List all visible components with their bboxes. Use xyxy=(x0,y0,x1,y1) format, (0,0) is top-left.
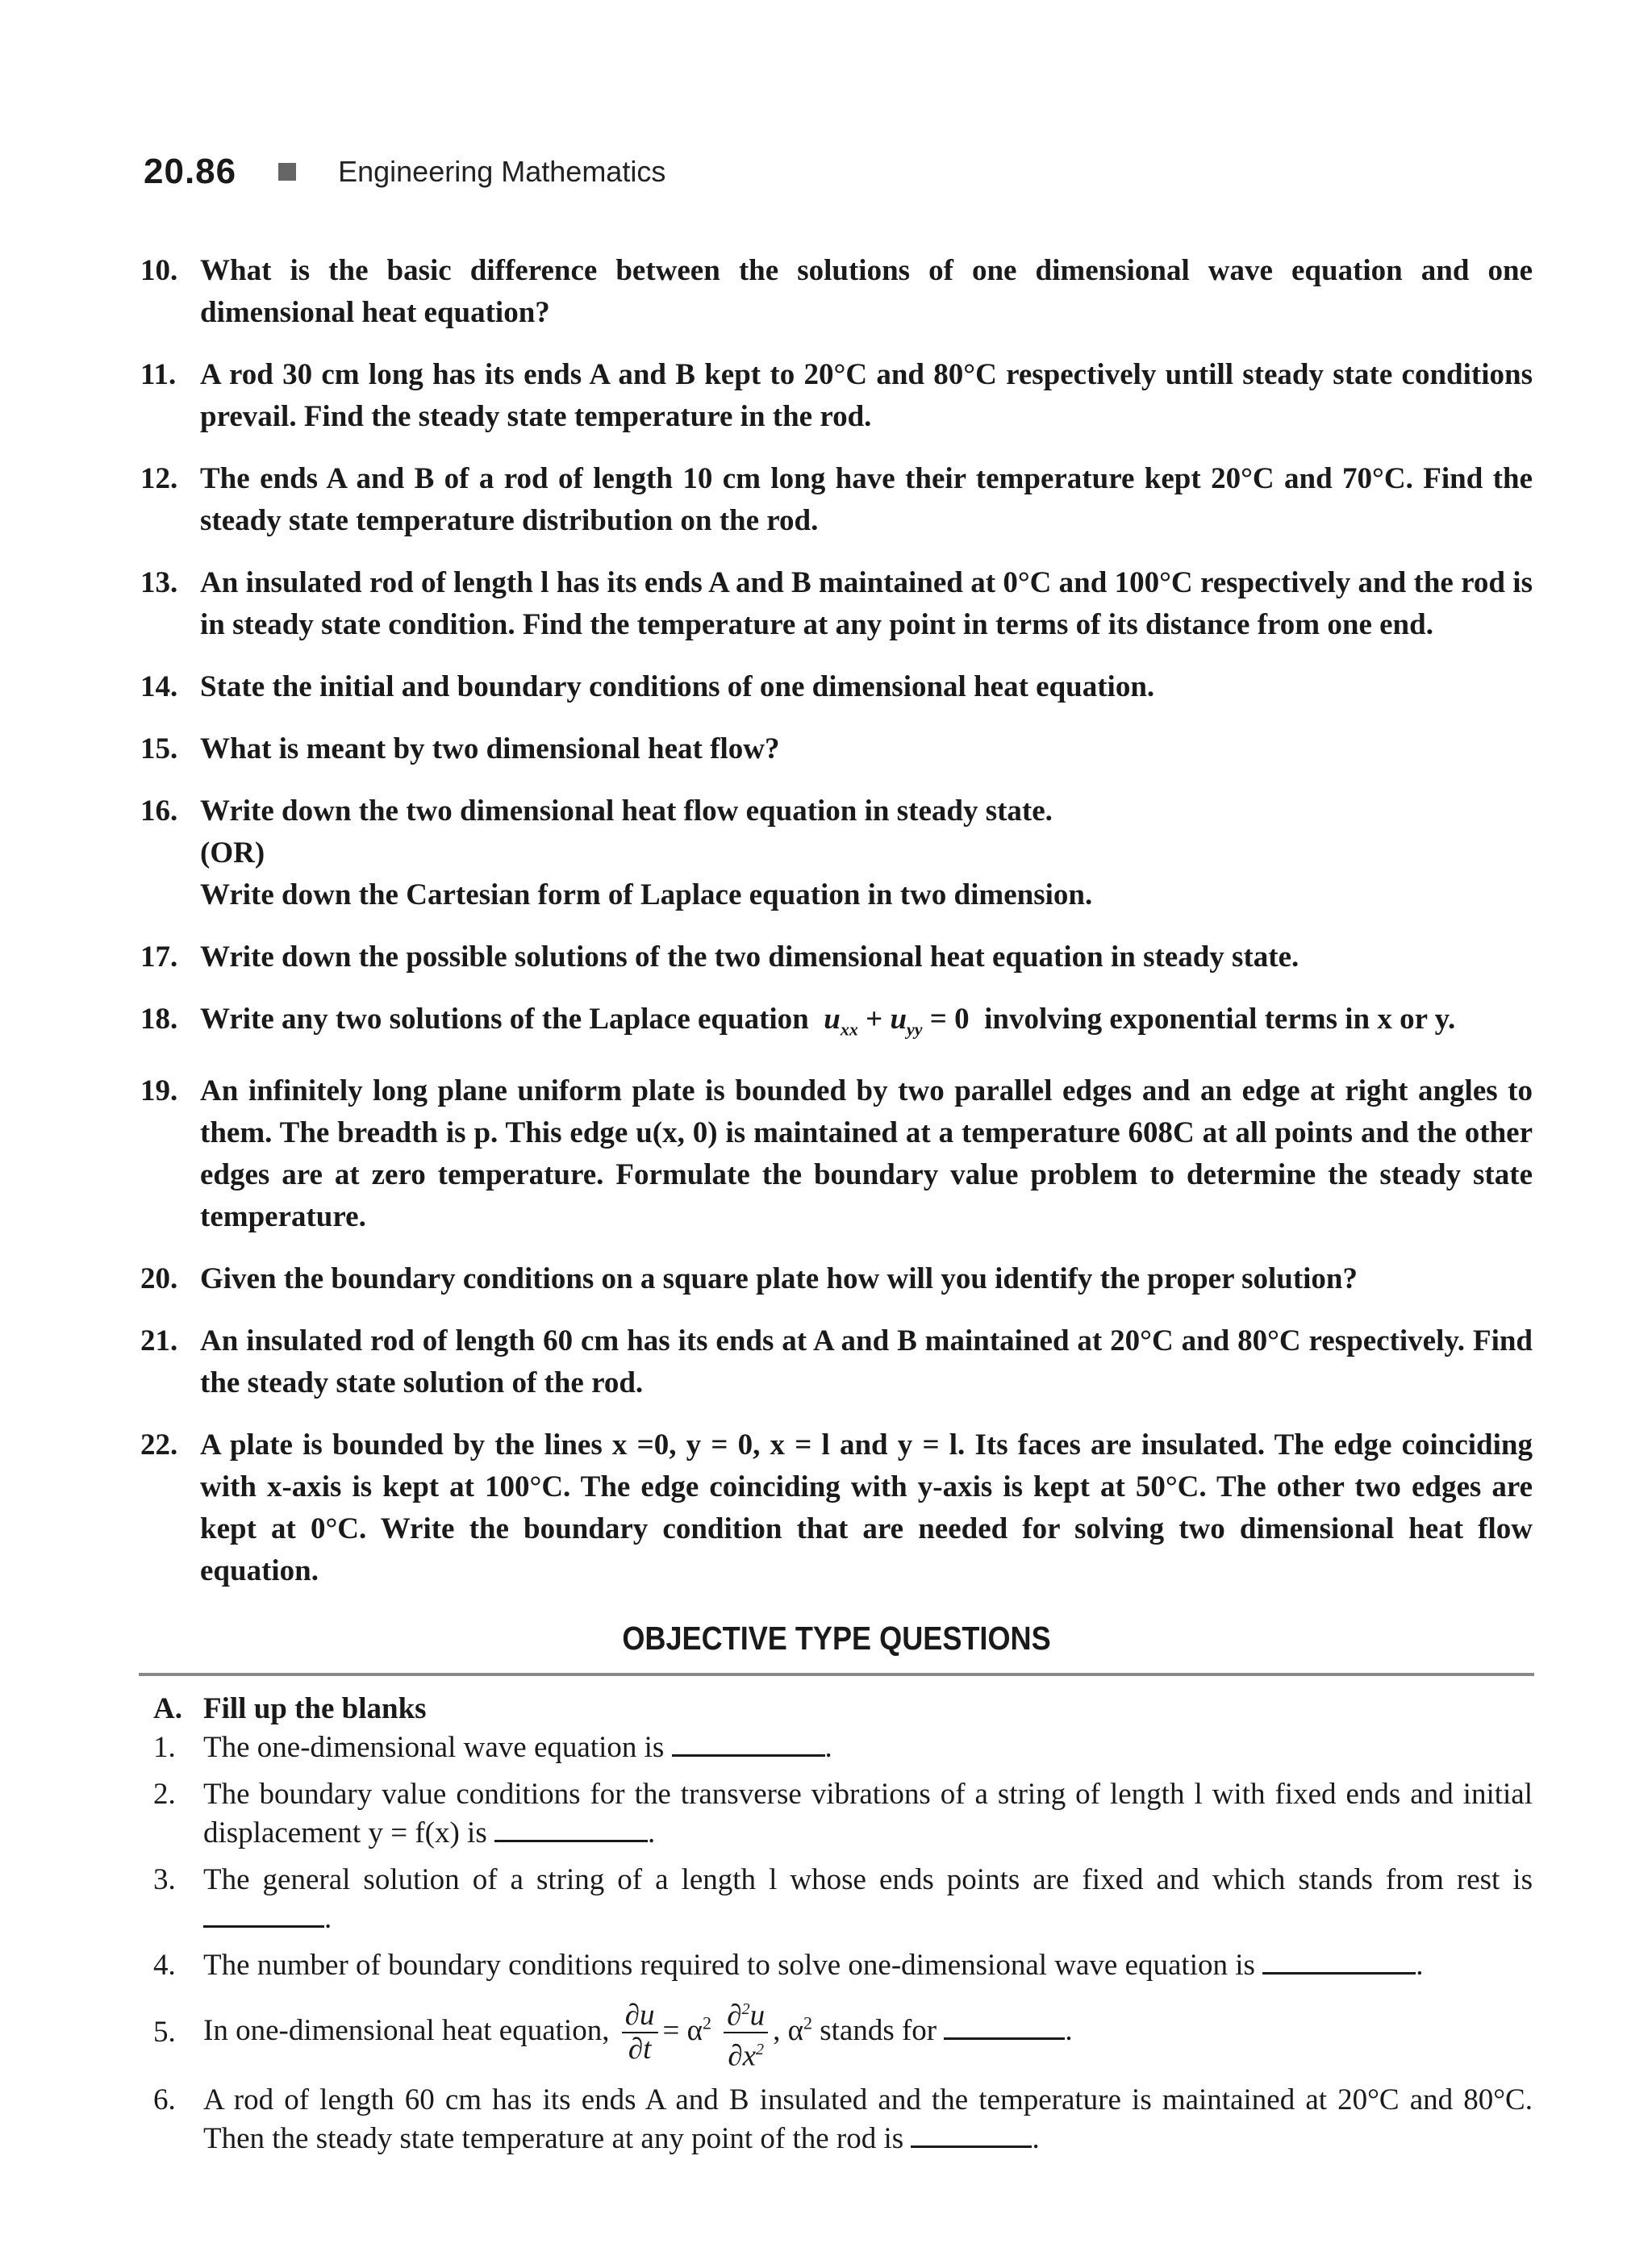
objective-question-6: 6. A rod of length 60 cm has its ends A and B insulated and the temperature is maintained at 20°C and 80°C. Then the steady state temperature at any point of the rod is . xyxy=(153,2081,1533,2158)
page-header xyxy=(144,144,665,200)
part-heading xyxy=(153,1690,1533,1728)
question-number: 5. xyxy=(153,2016,176,2050)
answer-blank xyxy=(672,1730,825,1757)
part-title: Fill up the blanks xyxy=(203,1692,427,1725)
question-text-group xyxy=(200,999,1533,1050)
question-text: An infinitely long plane uniform plate is bounded by two parallel edges and an edge at right angles to them. The breadth is p. This edge u(x, 0) is maintained at a temperature 608C at all points and the other edges are at zero temperature. Formulate the boundary value problem to determine the steady state temperature. xyxy=(200,1074,1533,1234)
section-divider xyxy=(139,1673,1534,1676)
answer-blank xyxy=(1262,1948,1416,1975)
question-16 xyxy=(140,790,1533,916)
question-number: 22. xyxy=(140,1428,178,1462)
question-text: In one-dimensional heat equation, xyxy=(203,2013,610,2047)
question-number: 16. xyxy=(140,794,178,828)
or-separator: (OR) xyxy=(200,836,265,869)
objective-question-5: 5. In one-dimensional heat equation, $\frac{\partial u}{\partial t}$ = $\alpha^2$ $\frac{\partial^2u}{\partial x^2}$ , $\alpha^2$ stands for . xyxy=(153,1993,1533,2073)
question-14 xyxy=(140,666,1533,708)
question-22 xyxy=(140,1424,1533,1592)
answer-blank xyxy=(911,2121,1032,2148)
question-21 xyxy=(140,1320,1533,1404)
question-text: involving exponential terms in x or y. xyxy=(984,1003,1456,1036)
objective-questions xyxy=(153,1690,1533,2166)
question-text: The one-dimensional wave equation is xyxy=(203,1731,665,1764)
square-bullet-icon xyxy=(278,163,296,181)
book-title: Engineering Mathematics xyxy=(338,155,666,188)
question-number: 12. xyxy=(140,462,178,495)
question-15 xyxy=(140,728,1533,770)
question-number: 19. xyxy=(140,1074,178,1108)
page-number: 20.86 xyxy=(144,152,237,191)
laplace-equation: $u_{xx} + u_{yy} = 0$ xyxy=(824,1003,977,1040)
part-label: A. xyxy=(153,1692,182,1725)
objective-question-2: 2. The boundary value conditions for the transverse vibrations of a string of length l with fixed ends and initial displacement y = f(x) is . xyxy=(153,1775,1533,1853)
question-text: Write any two solutions of the Laplace equation xyxy=(200,1003,809,1036)
question-text: The boundary value conditions for the transverse vibrations of a string of length l with fixed ends and initial displacement y = f(x) is xyxy=(203,1778,1533,1849)
question-text: Write down the possible solutions of the two dimensional heat equation in steady state. xyxy=(200,940,1299,974)
question-text: The ends A and B of a rod of length 10 cm long have their temperature kept 20°C and 70°C. Find the steady state temperature distribution on the rod. xyxy=(200,462,1533,537)
question-number: 15. xyxy=(140,732,178,765)
question-alt-text: Write down the Cartesian form of Laplace equation in two dimension. xyxy=(200,878,1093,911)
question-text: State the initial and boundary conditions of one dimensional heat equation. xyxy=(200,670,1155,703)
question-text: A rod 30 cm long has its ends A and B kept to 20°C and 80°C respectively untill steady state conditions prevail. Find the steady state temperature in the rod. xyxy=(200,358,1533,433)
objective-question-1: 1. The one-dimensional wave equation is . xyxy=(153,1728,1533,1767)
question-text-group xyxy=(200,790,1533,916)
objective-question-3: 3. The general solution of a string of a length l whose ends points are fixed and which stands from rest is . xyxy=(153,1861,1533,1938)
question-11 xyxy=(140,354,1533,438)
question-number: 4. xyxy=(153,1949,176,1982)
question-17 xyxy=(140,936,1533,978)
question-text: A plate is bounded by the lines x =0, y = 0, x = l and y = l. Its faces are insulated. The edge coinciding with x-axis is kept at 100°C. The edge coinciding with y-axis is kept at 50°C. The other two edges are kept at 0°C. Write the boundary condition that are needed for solving two dimensional heat flow equation. xyxy=(200,1428,1533,1588)
heat-equation: $\frac{\partial u}{\partial t}$ = $\alpha^2$ $\frac{\partial^2u}{\partial x^2}$ , $\alpha^2$ xyxy=(617,2014,820,2047)
answer-blank xyxy=(944,2013,1065,2040)
answer-blank xyxy=(203,1901,324,1928)
question-number: 18. xyxy=(140,1003,178,1036)
question-10 xyxy=(140,250,1533,334)
question-number: 3. xyxy=(153,1863,176,1896)
question-text: Write down the two dimensional heat flow equation in steady state. xyxy=(200,794,1053,828)
question-number: 14. xyxy=(140,670,178,703)
question-12 xyxy=(140,458,1533,542)
short-questions xyxy=(140,250,1533,1612)
objective-question-4: 4. The number of boundary conditions required to solve one-dimensional wave equation is . xyxy=(153,1946,1533,1985)
answer-blank xyxy=(494,1816,648,1842)
question-20 xyxy=(140,1258,1533,1300)
question-text: An insulated rod of length 60 cm has its ends at A and B maintained at 20°C and 80°C respectively. Find the steady state solution of the rod. xyxy=(200,1324,1533,1400)
question-text: Given the boundary conditions on a square plate how will you identify the proper solution? xyxy=(200,1262,1358,1296)
question-text: stands for xyxy=(820,2013,937,2047)
question-number: 2. xyxy=(153,1778,176,1811)
question-18 xyxy=(140,999,1533,1050)
question-19 xyxy=(140,1070,1533,1238)
question-number: 20. xyxy=(140,1262,178,1296)
question-number: 11. xyxy=(140,358,177,391)
question-number: 17. xyxy=(140,940,178,974)
question-number: 13. xyxy=(140,566,178,599)
question-text: What is the basic difference between the solutions of one dimensional wave equation and one dimensional heat equation? xyxy=(200,254,1533,329)
section-title: OBJECTIVE TYPE QUESTIONS xyxy=(622,1620,1051,1657)
question-number: 21. xyxy=(140,1324,178,1358)
question-text: A rod of length 60 cm has its ends A and B insulated and the temperature is maintained at 20°C and 80°C. Then the steady state temperature at any point of the rod is xyxy=(203,2083,1533,2155)
question-number: 6. xyxy=(153,2083,176,2116)
question-text: The number of boundary conditions required to solve one-dimensional wave equation is xyxy=(203,1949,1255,1982)
question-13 xyxy=(140,562,1533,646)
question-number: 1. xyxy=(153,1731,176,1764)
question-text: An insulated rod of length l has its ends A and B maintained at 0°C and 100°C respectively and the rod is in steady state condition. Find the temperature at any point in terms of its distance from one end. xyxy=(200,566,1533,641)
question-text: The general solution of a string of a length l whose ends points are fixed and which stands from rest is xyxy=(203,1863,1533,1896)
question-text: What is meant by two dimensional heat flow? xyxy=(200,732,780,765)
question-number: 10. xyxy=(140,254,178,287)
